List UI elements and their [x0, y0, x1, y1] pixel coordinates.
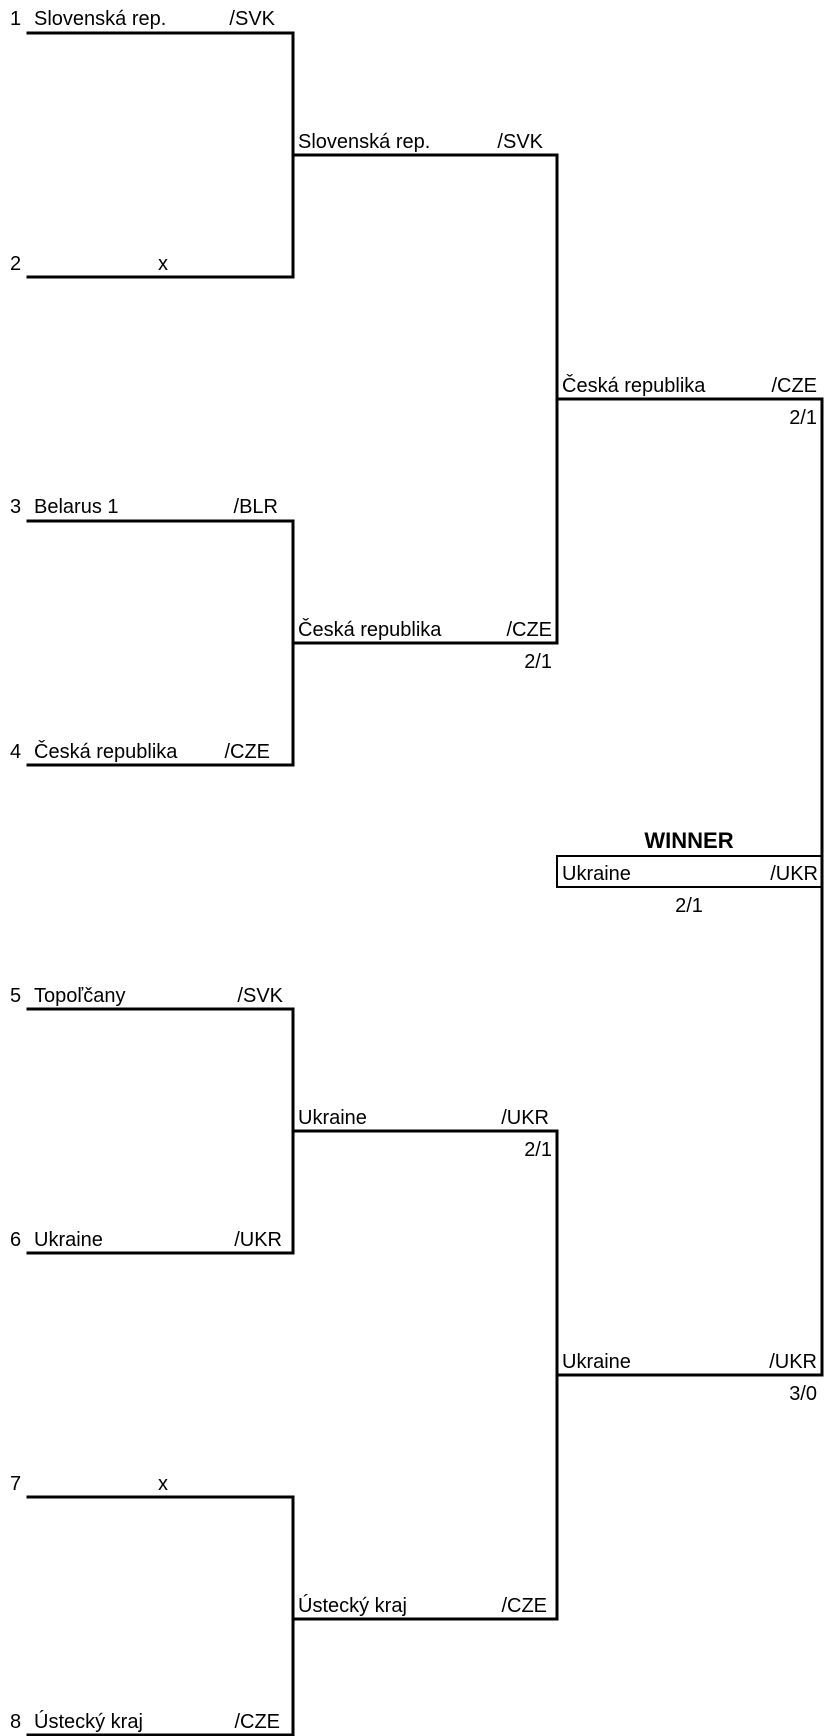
winner-score: 2/1 [675, 895, 703, 917]
r2-score-3: 2/1 [524, 1139, 552, 1161]
seed-name-5: Topoľčany [34, 985, 126, 1007]
r2-country-4: /CZE [501, 1595, 547, 1617]
seed-name-7: x [158, 1473, 168, 1495]
seed-number-3: 3 [10, 496, 22, 518]
seed-number-2: 2 [10, 253, 22, 275]
seed-name-8: Ústecký kraj [34, 1711, 143, 1733]
sf-country-2: /UKR [769, 1351, 817, 1373]
seed-name-2: x [158, 253, 168, 275]
seed-name-3: Belarus 1 [34, 496, 119, 518]
seed-country-8: /CZE [234, 1711, 280, 1733]
r2-country-2: /CZE [506, 619, 552, 641]
winner-name: Ukraine [562, 863, 631, 885]
r2-name-1: Slovenská rep. [298, 131, 431, 153]
sf-score-1: 2/1 [789, 407, 817, 429]
seed-name-4: Česká republika [34, 741, 178, 763]
seed-country-3: /BLR [233, 496, 278, 518]
sf-score-2: 3/0 [789, 1383, 817, 1405]
seed-number-8: 8 [10, 1711, 22, 1733]
seed-number-4: 4 [10, 741, 22, 763]
r2-score-2: 2/1 [524, 651, 552, 673]
winner-country: /UKR [770, 863, 818, 885]
r2-country-3: /UKR [501, 1107, 549, 1129]
sf-name-1: Česká republika [562, 375, 706, 397]
sf-country-1: /CZE [771, 375, 817, 397]
r2-country-1: /SVK [497, 131, 543, 153]
r2-name-4: Ústecký kraj [298, 1595, 407, 1617]
seed-country-4: /CZE [224, 741, 270, 763]
seed-country-1: /SVK [229, 8, 275, 30]
sf-name-2: Ukraine [562, 1351, 631, 1373]
seed-number-7: 7 [10, 1473, 22, 1495]
seed-country-5: /SVK [237, 985, 283, 1007]
winner-title: WINNER [644, 828, 734, 853]
seed-name-1: Slovenská rep. [34, 8, 167, 30]
seed-name-6: Ukraine [34, 1229, 103, 1251]
seed-number-6: 6 [10, 1229, 22, 1251]
seed-number-5: 5 [10, 985, 22, 1007]
seed-number-1: 1 [10, 8, 22, 30]
seed-country-6: /UKR [234, 1229, 282, 1251]
r2-name-2: Česká republika [298, 619, 442, 641]
r2-name-3: Ukraine [298, 1107, 367, 1129]
